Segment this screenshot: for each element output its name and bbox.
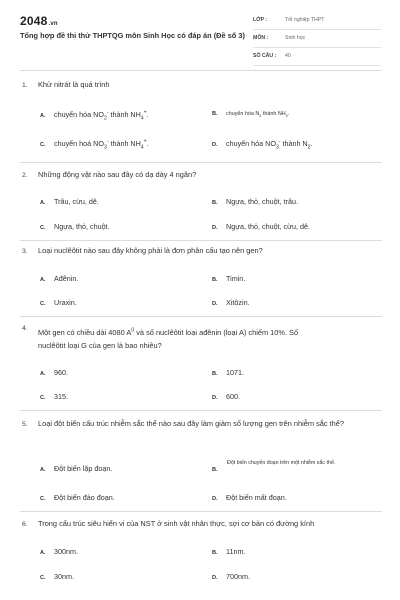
meta-count-label: SỐ CÂU :	[253, 53, 277, 59]
option-text: Đột biến đảo đoạn.	[54, 493, 115, 502]
site-logo[interactable]	[20, 14, 58, 28]
question-text-part: và số nuclêôtit loại ađênin (loại A) chiếm 10%. Số	[134, 328, 299, 337]
option-b[interactable]	[212, 547, 245, 556]
subscript: 2	[307, 144, 311, 151]
option-c[interactable]	[40, 572, 74, 581]
divider	[20, 240, 382, 241]
question-text-part: Một gen có chiều dài 4080 A	[38, 328, 132, 337]
option-d[interactable]	[212, 298, 250, 307]
option-text: 600.	[226, 392, 240, 401]
option-text: Ngựa, thỏ, chuột.	[54, 222, 110, 231]
option-text: 1071.	[226, 368, 244, 377]
option-text: thành NH	[108, 139, 141, 148]
question-number: 4.	[22, 325, 28, 332]
subscript: 3	[285, 114, 288, 119]
option-letter: B.	[212, 550, 218, 556]
option-a[interactable]	[40, 464, 112, 473]
question-text-part: nuclêôtit loại G của gen là bao nhiêu?	[38, 340, 162, 350]
question-text: Khử nitrát là quá trình	[38, 80, 110, 89]
superscript: +	[143, 109, 147, 116]
option-text: chuyển hóa NO	[54, 110, 104, 119]
option-text: 11nm.	[226, 547, 246, 556]
meta-count	[253, 51, 381, 66]
superscript: +	[143, 138, 147, 145]
option-text: 30nm.	[54, 572, 74, 581]
meta-class-label: LỚP :	[253, 17, 268, 23]
meta-class	[253, 15, 381, 30]
option-letter: A.	[40, 550, 46, 556]
subscript: 2	[259, 114, 262, 119]
option-letter: D.	[212, 395, 218, 401]
option-text: 960.	[54, 368, 68, 377]
option-letter: A.	[40, 467, 46, 473]
subscript: 2	[103, 115, 107, 122]
option-letter: A.	[40, 277, 46, 283]
superscript: -	[106, 109, 109, 116]
option-b[interactable]	[212, 368, 244, 377]
question-number: 1.	[22, 82, 28, 89]
option-text: Trâu, cừu, dê.	[54, 197, 99, 206]
document-title: Tổng hợp đề thi thử THPTQG môn Sinh Học có đáp án (Đề số 3)	[20, 31, 245, 40]
subscript: 4	[140, 144, 144, 151]
option-text: thành NH	[261, 111, 286, 117]
option-letter: B.	[212, 277, 218, 283]
option-letter: D.	[212, 496, 218, 502]
option-a[interactable]	[40, 109, 149, 122]
subscript: 3	[103, 144, 107, 151]
divider	[20, 316, 382, 317]
question-number: 2.	[22, 172, 28, 179]
option-b[interactable]	[212, 274, 245, 283]
option-a[interactable]	[40, 274, 78, 283]
logo-suffix: .vn	[48, 21, 58, 27]
subscript: 4	[140, 115, 144, 122]
option-letter: D.	[212, 575, 218, 581]
option-text: 300nm.	[54, 547, 78, 556]
meta-subject	[253, 33, 381, 48]
option-a[interactable]	[40, 197, 99, 206]
divider	[20, 162, 382, 163]
divider	[20, 410, 382, 411]
option-d[interactable]	[212, 493, 287, 502]
option-c[interactable]	[40, 222, 110, 231]
question-number: 5.	[22, 421, 28, 428]
option-text: 315.	[54, 392, 68, 401]
option-text: Xitôzin.	[226, 298, 250, 307]
superscript: 0	[131, 327, 135, 334]
document-meta	[253, 15, 381, 69]
option-text: .	[146, 110, 149, 119]
option-text: chuyển hoá NO	[54, 139, 104, 148]
meta-subject-value: Sinh học	[285, 35, 306, 41]
logo-text: 2048	[20, 14, 48, 28]
option-c[interactable]	[40, 392, 68, 401]
option-letter: C.	[40, 496, 46, 502]
option-letter: C.	[40, 301, 46, 307]
document-header	[0, 0, 400, 66]
option-b[interactable]	[212, 197, 298, 206]
option-text: chuyển hóa N	[226, 111, 260, 117]
option-text: Timin.	[226, 274, 246, 283]
option-letter: D.	[212, 301, 218, 307]
option-text: chuyển hóa NO	[226, 139, 276, 148]
option-b[interactable]	[212, 111, 289, 117]
superscript: -	[278, 138, 281, 145]
option-letter: B.	[212, 111, 218, 117]
option-text: Ađênin.	[54, 274, 79, 283]
option-text: Ngựa, thỏ, chuột, trâu.	[226, 197, 298, 206]
option-letter: C.	[40, 225, 46, 231]
option-text: .	[310, 139, 313, 148]
subscript: 3	[275, 144, 279, 151]
option-a[interactable]	[40, 547, 78, 556]
option-letter: C.	[40, 142, 46, 148]
option-d[interactable]	[212, 222, 310, 231]
option-c[interactable]	[40, 138, 149, 151]
question-text: Loại nuclêôtit nào sau đây không phải là đơn phân cấu tạo nên gen?	[38, 246, 263, 255]
option-text: Ngựa, thỏ, chuột, cừu, dê.	[226, 222, 310, 231]
question-text: Những động vật nào sau đây có dạ dày 4 ngăn?	[38, 170, 197, 179]
option-text: .	[146, 139, 149, 148]
option-letter: A.	[40, 200, 46, 206]
divider	[20, 70, 382, 71]
option-text: 700nm.	[226, 572, 250, 581]
option-letter: C.	[40, 575, 46, 581]
meta-count-value: 40	[285, 53, 291, 59]
option-b[interactable]	[212, 464, 226, 473]
question-text: Loại đột biến cấu trúc nhiễm sắc thể nào sau đây làm giảm số lượng gen trên nhiễm sắc thể?	[38, 419, 345, 428]
option-text: Đột biến lặp đoạn.	[54, 464, 113, 473]
option-a[interactable]	[40, 368, 68, 377]
option-letter: C.	[40, 395, 46, 401]
option-d[interactable]	[212, 572, 250, 581]
option-d[interactable]	[212, 392, 240, 401]
superscript: -	[106, 138, 109, 145]
option-text: .	[287, 111, 290, 117]
divider	[20, 511, 382, 512]
option-letter: B.	[212, 200, 218, 206]
option-letter: A.	[40, 371, 46, 377]
option-letter: A.	[40, 113, 46, 119]
question-number: 6.	[22, 521, 28, 528]
option-letter: B.	[212, 467, 218, 473]
question-text: Trong cấu trúc siêu hiển vi của NST ở sinh vật nhân thực, sợi cơ bản có đường kính	[38, 519, 315, 528]
option-c[interactable]	[40, 298, 77, 307]
option-b-text: Đột biến chuyển đoạn trên một nhiễm sắc thể.	[227, 460, 336, 466]
question-number: 3.	[22, 248, 28, 255]
option-text: thành N	[280, 139, 308, 148]
option-letter: B.	[212, 371, 218, 377]
meta-class-value: Tốt nghiệp THPT	[285, 17, 325, 23]
option-letter: D.	[212, 142, 218, 148]
option-text: Đột biến mất đoạn.	[226, 493, 287, 502]
option-text: Uraxin.	[54, 298, 77, 307]
meta-subject-label: MÔN :	[253, 35, 269, 41]
option-d[interactable]	[212, 138, 313, 151]
option-text: thành NH	[108, 110, 141, 119]
option-c[interactable]	[40, 493, 115, 502]
option-letter: D.	[212, 225, 218, 231]
question-text	[38, 327, 383, 352]
